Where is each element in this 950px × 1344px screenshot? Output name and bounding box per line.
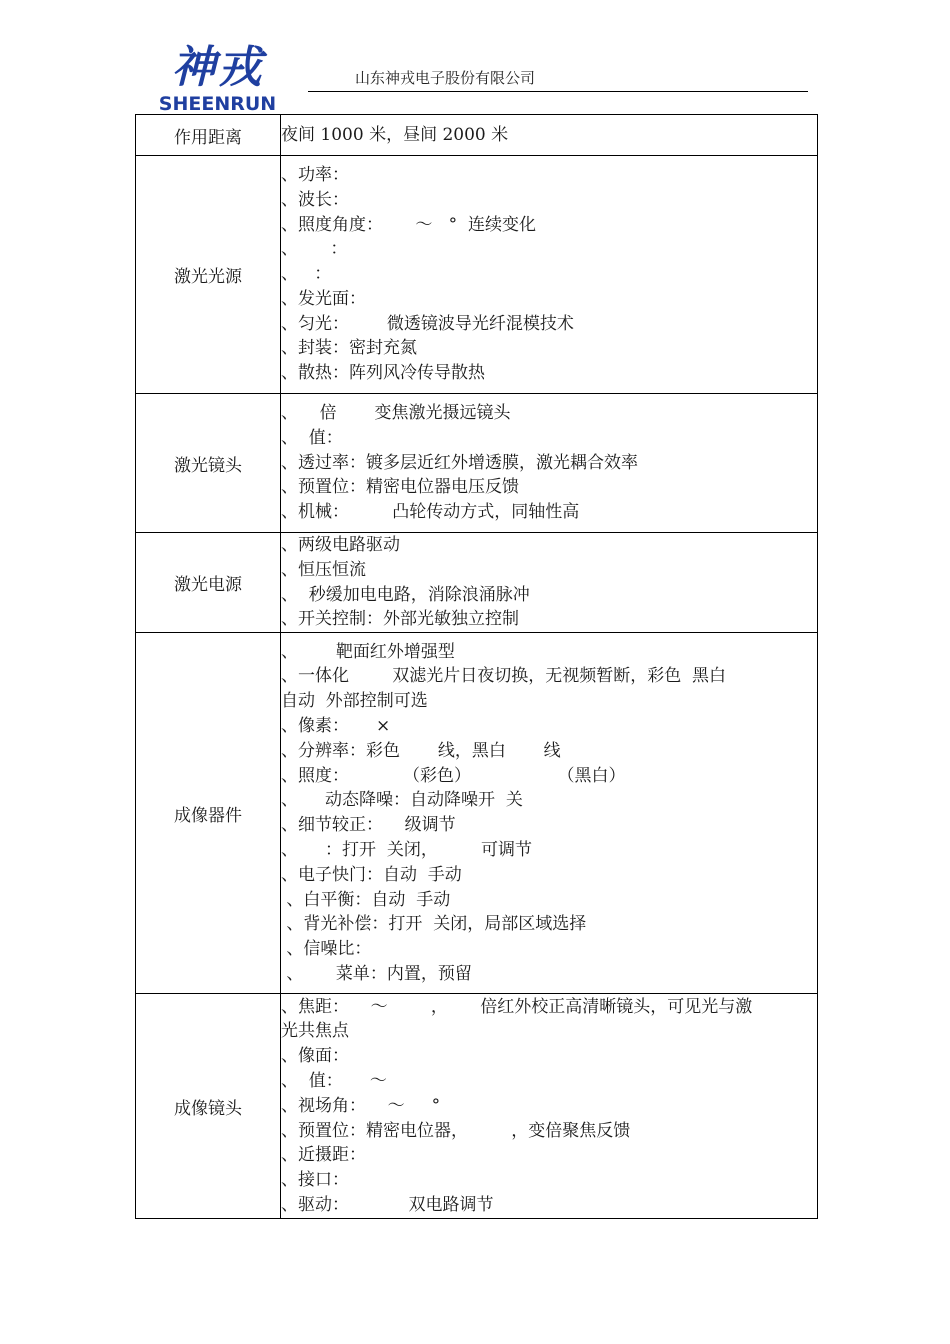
spec-label: 成像器件 (136, 633, 281, 994)
spec-line: 、 值： (281, 427, 343, 448)
spec-line: 、电子快门：自动 手动 (281, 864, 462, 885)
spec-line: 、焦距： ～ ， 倍红外校正高清晰镜头，可见光与激 (281, 996, 753, 1017)
spec-row (136, 156, 818, 394)
spec-line: 、预置位：精密电位器电压反馈 (281, 477, 519, 498)
spec-line: 、视场角： ～ ° (281, 1095, 441, 1116)
spec-content (281, 633, 818, 994)
spec-line: 、 值： ～ (281, 1070, 387, 1091)
spec-row (136, 115, 818, 156)
spec-label: 成像镜头 (136, 994, 281, 1219)
spec-line: 、 秒缓加电电路，消除浪涌脉冲 (281, 584, 530, 605)
spec-line: 、透过率：镀多层近红外增透膜，激光耦合效率 (281, 452, 638, 473)
header-divider (308, 91, 808, 92)
spec-line: 、像素： × (281, 716, 391, 736)
spec-label: 激光镜头 (136, 394, 281, 533)
spec-line: 、分辨率：彩色 线，黑白 线 (281, 740, 561, 761)
spec-line: 、波长： (281, 189, 349, 210)
spec-line: 、功率： (281, 164, 349, 185)
spec-content (281, 533, 818, 633)
spec-row (136, 633, 818, 994)
spec-line: 、 菜单：内置，预留 (281, 963, 472, 984)
spec-line: 、接口： (281, 1170, 349, 1191)
spec-line: 、 ： (281, 264, 332, 285)
spec-content (281, 115, 818, 156)
spec-line: 夜间 1000 米，昼间 2000 米 (281, 124, 509, 145)
spec-line: 、驱动： 双电路调节 (281, 1194, 494, 1215)
spec-line: 、 ： (281, 239, 348, 260)
spec-line: 、封装：密封充氮 (281, 338, 417, 359)
spec-line: 、匀光： 微透镜波导光纤混模技术 (281, 313, 574, 334)
spec-content (281, 994, 818, 1219)
logo-english-text: SHEENRUN (158, 93, 277, 115)
spec-content (281, 156, 818, 394)
logo-chinese-text: 神戎 (171, 42, 264, 93)
company-name: 山东神戎电子股份有限公司 (354, 69, 535, 87)
spec-line: 、细节较正： 级调节 (281, 815, 456, 836)
spec-line: 、像面： (281, 1046, 349, 1067)
spec-line: 、一体化 双滤光片日夜切换，无视频暂断，彩色 黑白 (281, 666, 727, 687)
spec-label: 作用距离 (136, 115, 281, 156)
spec-line: 自动 外部控制可选 (281, 691, 428, 712)
spec-line: 、开关控制：外部光敏独立控制 (281, 609, 519, 630)
spec-line: 光共焦点 (281, 1021, 349, 1042)
spec-line: 、恒压恒流 (281, 559, 366, 580)
spec-line: 、近摄距： (281, 1145, 366, 1166)
spec-line: 、背光补偿：打开 关闭，局部区域选择 (281, 914, 587, 935)
spec-line: 、发光面： (281, 288, 366, 309)
spec-line: 、白平衡：自动 手动 (281, 889, 451, 910)
company-logo (155, 42, 280, 116)
spec-line: 、照度： （彩色） （黑白） (281, 765, 626, 786)
spec-content (281, 394, 818, 533)
spec-label: 激光光源 (136, 156, 281, 394)
spec-line: 、 动态降噪：自动降噪开 关 (281, 790, 523, 811)
spec-line: 、 ：打开 关闭， 可调节 (281, 839, 533, 860)
spec-line: 、两级电路驱动 (281, 535, 400, 555)
spec-line: 、散热：阵列风冷传导散热 (281, 363, 485, 384)
spec-label: 激光电源 (136, 533, 281, 633)
spec-line: 、预置位：精密电位器， ，变倍聚焦反馈 (281, 1120, 631, 1141)
spec-row (136, 994, 818, 1219)
spec-row (136, 533, 818, 633)
spec-line: 、 倍 变焦激光摄远镜头 (281, 403, 511, 423)
spec-table (135, 114, 818, 1219)
spec-line: 、机械： 凸轮传动方式，同轴性高 (281, 502, 580, 523)
spec-row (136, 394, 818, 533)
spec-line: 、信噪比： (281, 939, 372, 960)
spec-line: 、照度角度： ～ ° 连续变化 (281, 214, 536, 235)
spec-line: 、 靶面红外增强型 (281, 641, 455, 662)
